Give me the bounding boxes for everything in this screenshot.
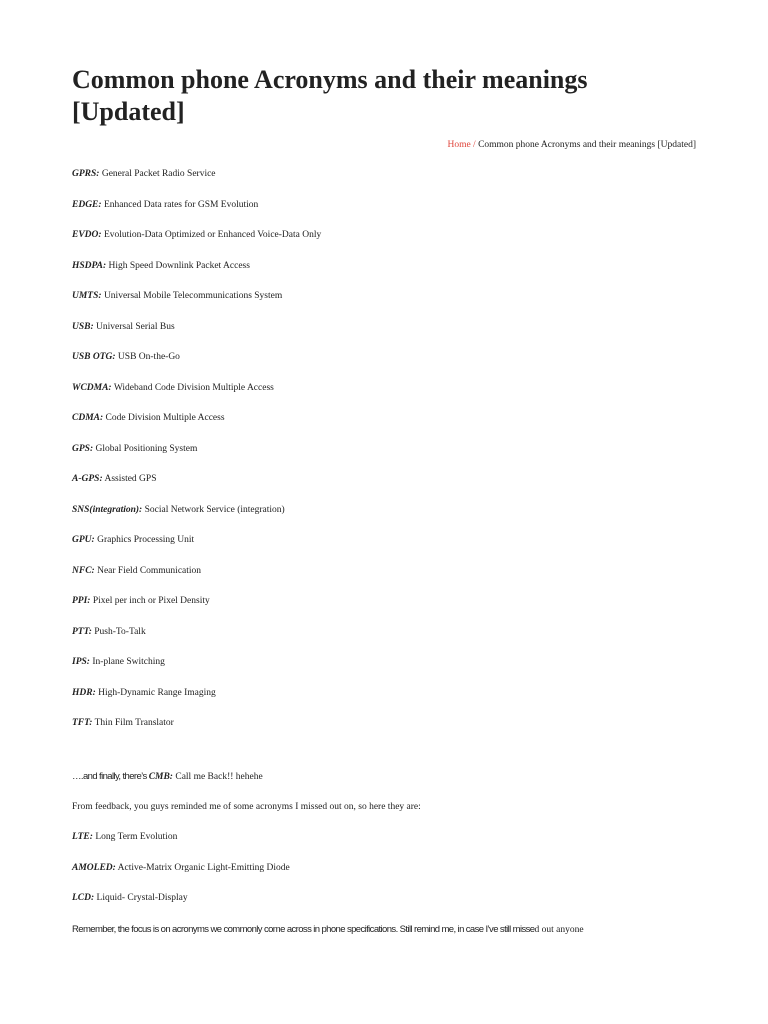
acronym-meaning: Global Positioning System — [95, 443, 198, 454]
finally-prefix: …. — [72, 771, 83, 782]
acronym-term: IPS: — [72, 657, 90, 667]
acronym-entry — [72, 565, 201, 578]
acronym-term: GPRS: — [72, 169, 100, 179]
acronym-entry — [72, 534, 194, 547]
acronym-meaning: USB On-the-Go — [117, 352, 180, 362]
acronym-entry — [72, 168, 216, 181]
acronym-meaning: Universal Mobile Telecommunications System — [103, 291, 283, 301]
acronym-term: EVDO: — [72, 230, 102, 240]
acronym-entry — [72, 260, 250, 273]
acronym-term: WCDMA: — [72, 382, 112, 393]
acronym-meaning: General Packet Radio Service — [101, 169, 216, 179]
acronym-entry — [72, 290, 282, 303]
acronym-term: CMB: — [148, 772, 173, 782]
closing-lead: Remember, the focus is on acronyms we commonly come across in phone specifications. Still remind me, in case I’ve still misse — [72, 924, 535, 935]
acronym-term: GPS: — [72, 443, 94, 454]
acronym-term: CDMA: — [72, 413, 104, 423]
breadcrumb — [447, 138, 696, 152]
closing-text — [72, 923, 584, 937]
acronym-meaning: Liquid- Crystal-Display — [96, 893, 188, 903]
breadcrumb-home-link[interactable]: Home — [447, 140, 471, 150]
acronym-term: HDR: — [72, 687, 96, 698]
acronym-meaning: Near Field Communication — [97, 565, 202, 576]
acronym-meaning: Assisted GPS — [104, 474, 157, 484]
acronym-meaning: Push-To-Talk — [94, 626, 146, 637]
breadcrumb-separator: / — [473, 140, 476, 150]
acronym-meaning: High-Dynamic Range Imaging — [98, 687, 216, 698]
acronym-entry — [72, 351, 180, 364]
acronym-term: NFC: — [72, 565, 95, 576]
acronym-entry — [72, 717, 174, 730]
acronym-entry — [72, 862, 290, 875]
acronym-entry — [72, 892, 188, 905]
acronym-term: USB: — [72, 321, 94, 332]
finally-lead: and finally, there’s — [82, 771, 149, 782]
acronym-meaning: Thin Film Translator — [94, 718, 174, 728]
acronym-entry — [72, 504, 285, 517]
acronym-term: LTE: — [72, 832, 93, 842]
acronym-term: LCD: — [72, 893, 95, 903]
acronym-entry — [72, 626, 146, 639]
acronym-term: UMTS: — [72, 291, 102, 301]
acronym-entry — [72, 382, 274, 395]
acronym-meaning: Code Division Multiple Access — [105, 413, 225, 423]
acronym-meaning: In-plane Switching — [92, 657, 165, 667]
acronym-meaning: Wideband Code Division Multiple Access — [113, 382, 274, 393]
acronym-entry — [72, 229, 321, 242]
acronym-meaning: Long Term Evolution — [95, 832, 178, 842]
acronym-term: SNS(integration): — [72, 504, 143, 515]
acronym-meaning: Pixel per inch or Pixel Density — [92, 596, 210, 606]
acronym-entry — [72, 831, 177, 844]
acronym-term: PTT: — [72, 626, 92, 637]
acronym-meaning: Universal Serial Bus — [96, 321, 175, 332]
feedback-text: From feedback, you guys reminded me of some acronyms I missed out on, so here they are: — [72, 802, 421, 812]
acronym-meaning: Call me Back!! hehehe — [175, 772, 263, 782]
finally-line — [72, 770, 263, 784]
acronym-meaning: Social Network Service (integration) — [144, 504, 285, 515]
acronym-meaning: Active-Matrix Organic Light-Emitting Diode — [117, 862, 290, 873]
acronym-entry — [72, 199, 258, 212]
acronym-term: EDGE: — [72, 199, 102, 210]
acronym-entry — [72, 321, 175, 334]
acronym-term: AMOLED: — [72, 862, 116, 873]
page-title: Common phone Acronyms and their meanings [Updated] — [72, 65, 588, 126]
acronym-term: TFT: — [72, 718, 93, 728]
acronym-term: USB OTG: — [72, 352, 116, 362]
acronym-term: PPI: — [72, 596, 91, 606]
acronym-meaning: Graphics Processing Unit — [97, 535, 195, 545]
closing-tail: d out anyone — [534, 925, 584, 935]
acronym-meaning: Evolution-Data Optimized or Enhanced Voice-Data Only — [103, 230, 322, 240]
acronym-term: HSDPA: — [72, 260, 107, 271]
acronym-entry — [72, 412, 225, 425]
acronym-entry — [72, 443, 197, 456]
acronym-entry — [72, 473, 156, 486]
acronym-entry — [72, 656, 165, 669]
acronym-meaning: High Speed Downlink Packet Access — [108, 260, 250, 271]
acronym-entry — [72, 595, 210, 608]
acronym-entry — [72, 687, 216, 700]
breadcrumb-current: Common phone Acronyms and their meanings [Updated] — [478, 140, 696, 150]
acronym-term: GPU: — [72, 535, 95, 545]
acronym-term: A-GPS: — [72, 474, 103, 484]
acronym-meaning: Enhanced Data rates for GSM Evolution — [103, 199, 259, 210]
